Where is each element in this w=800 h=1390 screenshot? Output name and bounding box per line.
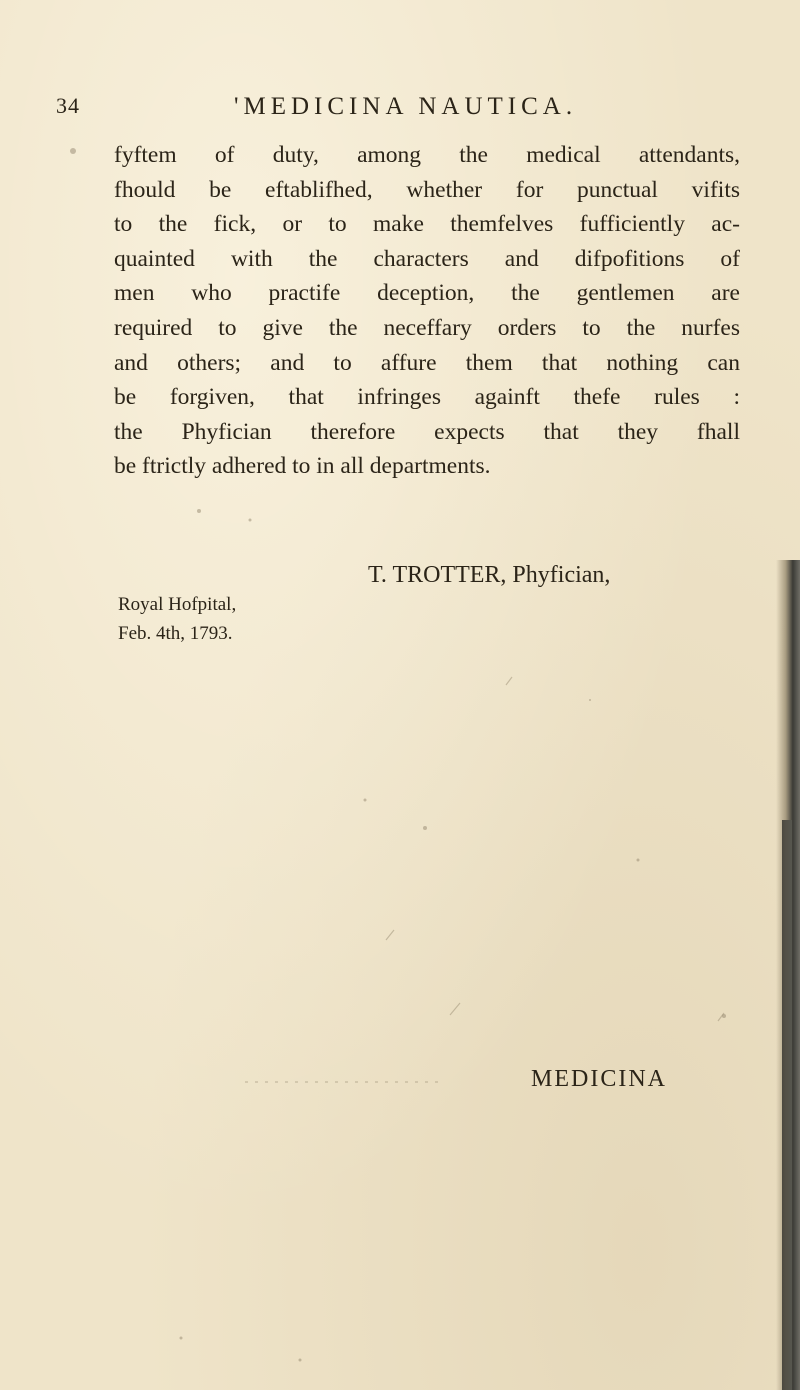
body-paragraph [114, 138, 754, 484]
page-edge-shadow-inner [782, 820, 792, 1390]
catchword: MEDICINA [531, 1066, 667, 1092]
body-line: be ftrictly adhered to in all departments. [114, 453, 491, 480]
body-line: men who practife deception, the gentlemen are [114, 280, 740, 307]
page-number: 34 [56, 93, 80, 118]
place-date: Feb. 4th, 1793. [118, 623, 233, 644]
place-and-date [118, 590, 236, 648]
body-line: the Phyfician therefore expects that they fhall [114, 418, 740, 445]
place-location: Royal Hofpital, [118, 594, 237, 615]
body-line: quainted with the characters and difpofitions of [114, 245, 740, 272]
running-head [56, 93, 676, 125]
signature: T. TROTTER, Phyfician, [368, 562, 611, 588]
body-line: fhould be eftablifhed, whether for punctual vifits [114, 176, 740, 203]
running-head-title: 'MEDICINA NAUTICA. [234, 93, 578, 120]
body-line: be forgiven, that infringes againft thefe rules : [114, 384, 740, 411]
body-line: and others; and to affure them that nothing can [114, 349, 740, 376]
body-line: to the fick, or to make themfelves fufficiently ac- [114, 211, 740, 238]
body-line: fyftem of duty, among the medical attendants, [114, 142, 740, 168]
body-line: required to give the neceffary orders to the nurfes [114, 314, 740, 341]
